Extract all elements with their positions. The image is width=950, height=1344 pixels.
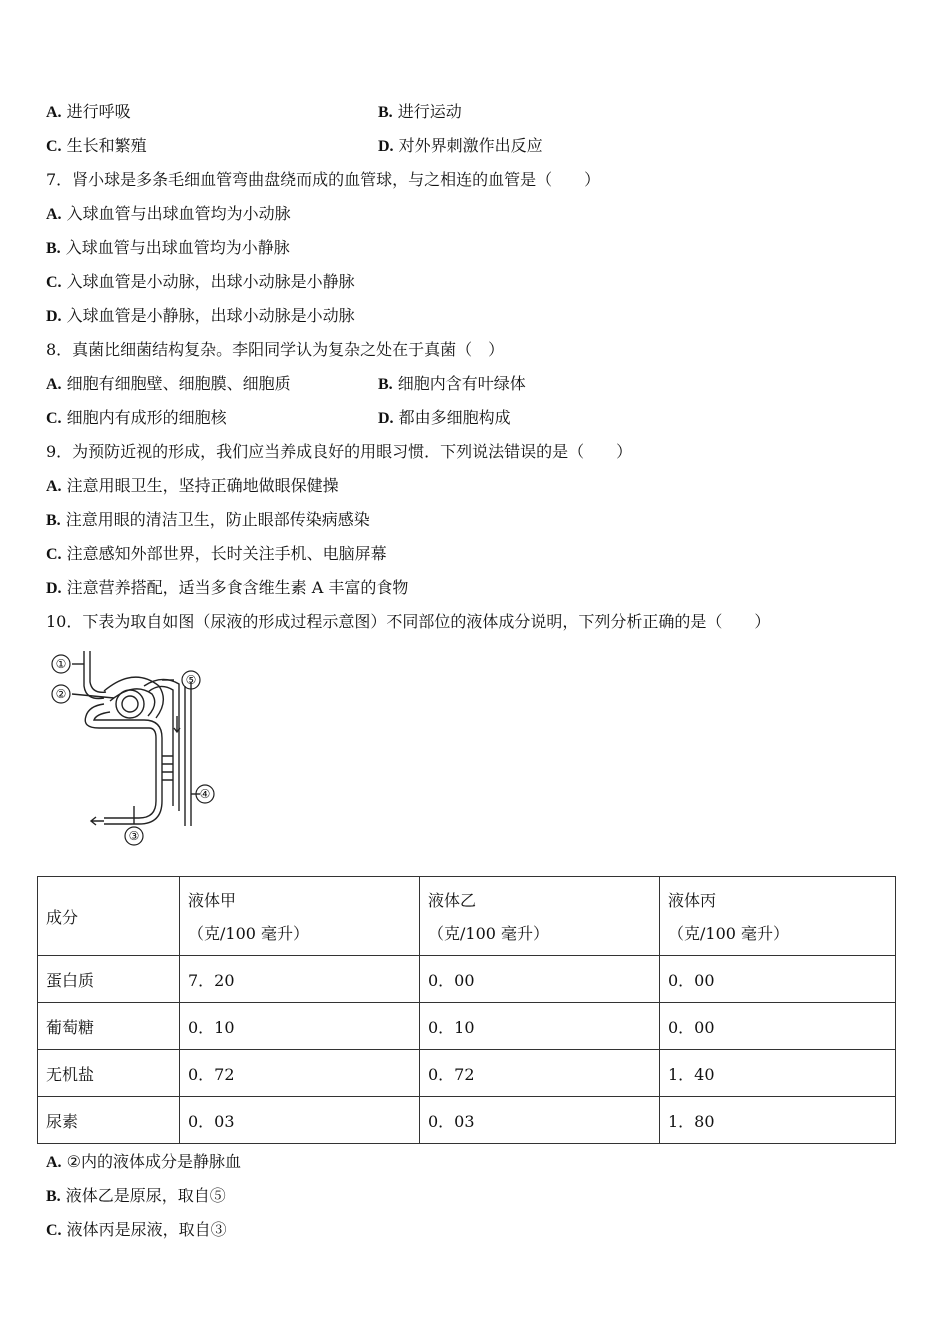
header-cell: [180, 877, 420, 956]
option-letter: B.: [46, 512, 61, 529]
q7-option-d: [46, 305, 355, 328]
header-title: 液体丙: [668, 891, 717, 910]
option-letter: C.: [46, 410, 62, 427]
q10-stem: 10．下表为取自如图（尿液的形成过程示意图）不同部位的液体成分说明，下列分析正确的是（ ）: [46, 612, 771, 631]
option-text: 入球血管与出球血管均为小动脉: [66, 204, 291, 223]
option-letter: B.: [46, 240, 61, 257]
table-cell: 0．00: [420, 956, 660, 1003]
fluid-composition-table: [37, 876, 896, 1144]
option-text: 进行呼吸: [66, 102, 131, 121]
table-cell: 0．03: [180, 1097, 420, 1144]
option-letter: D.: [378, 138, 394, 155]
option-text: 进行运动: [397, 102, 462, 121]
q8-option-d: [378, 407, 511, 430]
table-header-row: [38, 877, 896, 956]
q9-option-a: [46, 475, 339, 498]
table-cell: 7．20: [180, 956, 420, 1003]
option-text: 注意用眼的清洁卫生，防止眼部传染病感染: [65, 510, 370, 529]
afferent-vessel-inner: [90, 651, 106, 692]
option-text: 入球血管是小静脉，出球小动脉是小动脉: [66, 306, 355, 325]
reabsorption-arrows: [162, 756, 173, 780]
q10-option-c: [46, 1219, 227, 1242]
table-row: [38, 1050, 896, 1097]
q7-option-a: [46, 203, 291, 226]
label-4: ④: [199, 787, 211, 801]
q9-option-d: [46, 577, 408, 600]
option-text: 入球血管与出球血管均为小静脉: [65, 238, 290, 257]
option-letter: A.: [46, 104, 62, 121]
nephron-diagram: [44, 646, 224, 851]
header-cell: 成分: [38, 877, 180, 956]
label-3: ③: [128, 829, 140, 843]
header-unit: （克/100 毫升）: [188, 924, 310, 943]
table-cell: 0．00: [660, 1003, 896, 1050]
table-cell: 0．10: [420, 1003, 660, 1050]
table-cell: 葡萄糖: [38, 1003, 180, 1050]
table-row: [38, 1003, 896, 1050]
option-text: 液体丙是尿液，取自③: [66, 1220, 227, 1239]
table-cell: 0．03: [420, 1097, 660, 1144]
option-letter: A.: [46, 1154, 62, 1171]
table-cell: 1．40: [660, 1050, 896, 1097]
option-text: 细胞有细胞壁、细胞膜、细胞质: [66, 374, 291, 393]
option-letter: A.: [46, 206, 62, 223]
table-cell: 0．00: [660, 956, 896, 1003]
option-letter: C.: [46, 138, 62, 155]
table-row: [38, 956, 896, 1003]
option-text: 细胞内含有叶绿体: [397, 374, 526, 393]
q6-option-d: [378, 135, 543, 158]
option-letter: D.: [378, 410, 394, 427]
table-cell: 无机盐: [38, 1050, 180, 1097]
option-letter: C.: [46, 1222, 62, 1239]
q6-option-c: [46, 135, 147, 158]
capillary-inner: [148, 686, 173, 806]
header-unit: （克/100 毫升）: [428, 924, 550, 943]
option-text: 细胞内有成形的细胞核: [66, 408, 227, 427]
q7-option-c: [46, 271, 355, 294]
q7-option-b: [46, 237, 290, 260]
q6-option-a: [46, 101, 131, 124]
option-text: ②内的液体成分是静脉血: [66, 1152, 242, 1171]
glomerulus: [116, 690, 144, 718]
label-1: ①: [55, 657, 67, 671]
q7-stem: 7．肾小球是多条毛细血管弯曲盘绕而成的血管球，与之相连的血管是（ ）: [46, 170, 601, 189]
q9-stem: 9．为预防近视的形成，我们应当养成良好的用眼习惯．下列说法错误的是（ ）: [46, 442, 633, 461]
option-letter: A.: [46, 478, 62, 495]
option-text: 注意营养搭配，适当多食含维生素 A 丰富的食物: [66, 578, 409, 597]
label-5: ⑤: [185, 673, 197, 687]
tubule-outer: [85, 704, 156, 818]
option-letter: C.: [46, 546, 62, 563]
option-text: 对外界刺激作出反应: [398, 136, 543, 155]
option-letter: A.: [46, 376, 62, 393]
table-cell: 0．72: [420, 1050, 660, 1097]
q8-option-c: [46, 407, 227, 430]
q9-option-b: [46, 509, 370, 532]
label-2: ②: [55, 687, 67, 701]
header-cell: [420, 877, 660, 956]
outflow-arrow: [91, 817, 104, 825]
option-text: 注意用眼卫生，坚持正确地做眼保健操: [66, 476, 339, 495]
afferent-vessel: [84, 651, 104, 699]
table-row: [38, 1097, 896, 1144]
option-text: 液体乙是原尿，取自⑤: [65, 1186, 226, 1205]
table-cell: 尿素: [38, 1097, 180, 1144]
option-text: 生长和繁殖: [66, 136, 147, 155]
option-letter: B.: [378, 104, 393, 121]
option-letter: B.: [378, 376, 393, 393]
q6-option-b: [378, 101, 462, 124]
table-cell: 1．80: [660, 1097, 896, 1144]
glomerulus-core: [122, 696, 138, 712]
option-letter: D.: [46, 308, 62, 325]
header-title: 液体乙: [428, 891, 477, 910]
table-cell: 0．10: [180, 1003, 420, 1050]
header-cell: [660, 877, 896, 956]
q9-option-c: [46, 543, 387, 566]
table-cell: 0．72: [180, 1050, 420, 1097]
q8-option-b: [378, 373, 526, 396]
header-title: 液体甲: [188, 891, 237, 910]
q8-option-a: [46, 373, 291, 396]
option-text: 都由多细胞构成: [398, 408, 511, 427]
q8-stem: 8．真菌比细菌结构复杂。李阳同学认为复杂之处在于真菌（ ）: [46, 340, 505, 359]
option-text: 入球血管是小动脉，出球小动脉是小静脉: [66, 272, 355, 291]
q10-option-a: [46, 1151, 241, 1174]
option-letter: D.: [46, 580, 62, 597]
option-letter: B.: [46, 1188, 61, 1205]
table-cell: 蛋白质: [38, 956, 180, 1003]
header-unit: （克/100 毫升）: [668, 924, 790, 943]
q10-option-b: [46, 1185, 226, 1208]
option-letter: C.: [46, 274, 62, 291]
option-text: 注意感知外部世界，长时关注手机、电脑屏幕: [66, 544, 387, 563]
